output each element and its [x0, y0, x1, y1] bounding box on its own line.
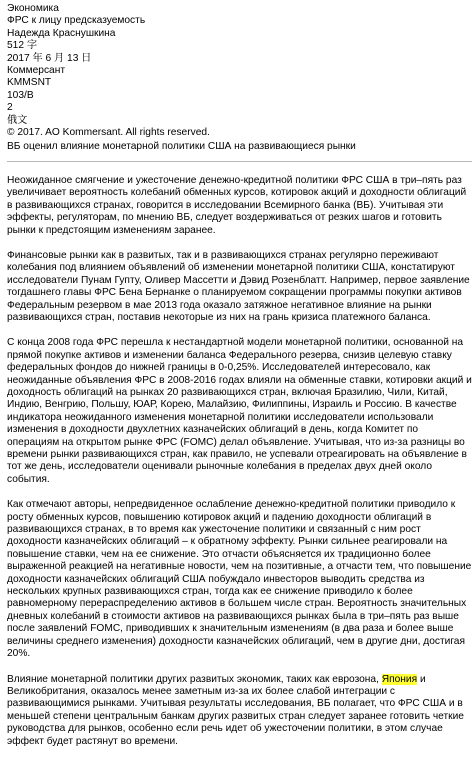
article-paragraph: С конца 2008 года ФРС перешла к нестандартной модели монетарной политики, основанной на прямой покупке активов и изменении баланса Федерального резерва, снизив целевую ставку федеральных фондов до нижней границы в 0-0,25%. Исследователей интересовало, как неожиданные объявления ФРС в 2008-2016 годах влияли на обменные ставки, котировки акций и доходность облигаций на рынках 20 развивающихся стран, включая Бразилию, Чили, Китай, Индию, Венгрию, Польшу, ЮАР, Корею, Малайзию, Филиппины, Израиль и Россию. В качестве индикатора неожиданного изменения монетарной политики исследователи использовали изменения в доходности двухлетних казначейских облигаций в день, когда Комитет по операциям на открытом рынке ФРС (FOMC) делал объявление. Учитывая, что из-за разницы во времени рынки развивающихся стран, как правило, не успевали отреагировать на объявление в тот же день, исследователи оценивали рыночные колебания в пределах двух дней около события.: [7, 337, 472, 485]
highlighted-term: Япония: [381, 673, 418, 685]
author-name: Надежда Краснушкина: [7, 27, 116, 39]
publication-name: Коммерсант: [7, 65, 65, 77]
source-code: KMMSNT: [7, 77, 52, 89]
article-paragraph-last: [7, 674, 472, 748]
kicker-headline: ФРС к лицу предсказуемость: [7, 15, 146, 27]
article-metadata: [7, 3, 472, 139]
language-label: 俄文: [7, 114, 28, 126]
section-label: Экономика: [7, 3, 59, 14]
issue-number: 103/В: [7, 89, 34, 101]
article-document: [7, 3, 472, 761]
page-number: 2: [7, 102, 13, 114]
publish-date: 2017 年 6 月 13 日: [7, 52, 92, 64]
article-paragraph: Финансовые рынки как в развитых, так и в развивающихся странах регулярно переживают колебания под влиянием объявлений об изменении монетарной политики США, констатируют исследователи Пунам Гупту, Оливер Массетти и Дэвид Розенблатт. Например, первое заявление тогдашнего главы ФРС Бена Бернанке о планируемом сокращении программы покупки активов Федеральным резервом в мае 2013 года оказало затяжное негативное влияние на рынки развивающихся стран, поставив некоторые из них на грань кризиса платежного баланса.: [7, 249, 470, 323]
paragraph-text-before: Влияние монетарной политики других развитых экономик, таких как еврозона,: [7, 673, 382, 685]
paragraph-text-after: и Великобритания, оказалось менее заметным из-за их более слабой интеграции с развивающимися рынками. Учитывая результаты исследования, ВБ полагает, что ФРС США и в меньшей степени центральным банкам других развитых стран следует заранее готовить четкие руководства для рынков, особенно если речь идет об ужесточении политики, в этом случае эффект будет растянут во времени.: [7, 673, 464, 747]
word-count: 512 字: [7, 40, 38, 52]
article-paragraph: Неожиданное смягчение и ужесточение денежно-кредитной политики ФРС США в три–пять раз увеличивает вероятность колебаний обменных курсов, котировок акций и доходности облигаций в развивающихся странах, говорится в исследовании Всемирного банка (ВБ). Учитывая эти эффекты, регуляторам, по мнению ВБ, следует воздерживаться от резких шагов и готовить рынки к предстоящим изменениям заранее.: [7, 174, 467, 236]
copyright-notice: © 2017. AO Kommersant. All rights reserved.: [7, 127, 210, 139]
divider-line: [7, 161, 472, 162]
article-title: ВБ оценил влияние монетарной политики США на развивающиеся рынки: [7, 141, 356, 153]
article-paragraph: Как отмечают авторы, непредвиденное ослабление денежно-кредитной политики приводило к росту обменных курсов, повышению котировок акций и падению доходности облигаций в развивающихся странах, в то время как ужесточение политики и связанный с ним рост доходности казначейских облигаций – к обратному эффекту. Рынки сильнее реагировали на повышение ставки, чем на ее снижение. Это отчасти объясняется их традиционно более выраженной реакцией на негативные новости, чем на позитивные, а отчасти тем, что повышение доходности казначейских облигаций США побуждало инвесторов выводить средства из нескольких крупных развивающихся стран, тогда как ее снижение приводило к более равномерному перераспределению активов в большем числе стран. Вероятность значительных дневных колебаний в стоимости активов на развивающихся рынках была в три–пять раз выше после заявлений FOMC, приводивших к значительным изменениям (в два раза и более выше величины среднего изменения) доходности казначейских облигаций, чем в другие дни, достигая 20%.: [7, 499, 472, 660]
